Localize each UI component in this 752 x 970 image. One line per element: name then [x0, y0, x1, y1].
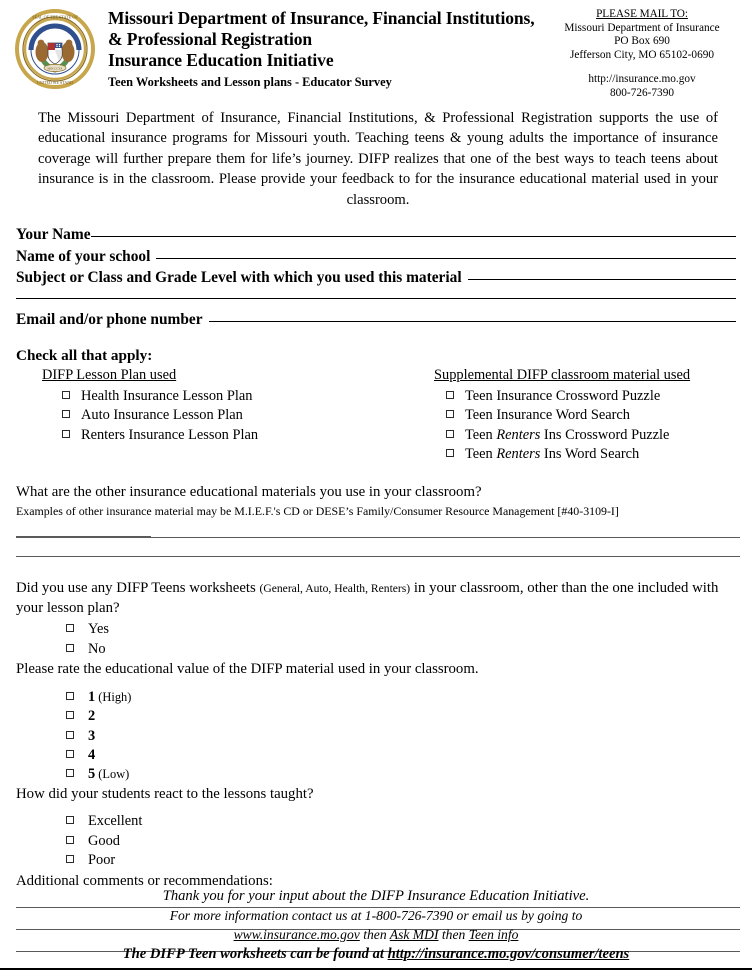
checkbox-icon[interactable] — [66, 836, 74, 844]
email-phone-label: Email and/or phone number — [16, 310, 203, 328]
checkbox-icon[interactable] — [62, 430, 70, 438]
option-label: Teen Insurance Crossword Puzzle — [465, 388, 661, 405]
footer-website-link[interactable]: www.insurance.mo.gov — [233, 927, 360, 942]
supplemental-column-title: Supplemental DIFP classroom material used — [434, 367, 691, 384]
subject-grade-field-row[interactable] — [16, 267, 736, 289]
other-materials-answer-line-2[interactable] — [16, 556, 740, 557]
option-label: Teen Insurance Word Search — [465, 407, 630, 424]
mail-address-line-3: Jefferson City, MO 65102-0690 — [569, 48, 715, 61]
mail-address-line-1: Missouri Department of Insurance — [564, 21, 720, 34]
mailing-address-block — [544, 6, 740, 101]
reaction-prompt: How did your students react to the lessons taught? — [16, 785, 314, 802]
footer-worksheets-location: The DIFP Teen worksheets can be found at http://insurance.mo.gov/consumer/teens — [122, 946, 630, 962]
agency-title-line-2: & Professional Registration — [108, 29, 313, 49]
option-label: Poor — [88, 852, 116, 869]
option-label: Excellent — [88, 813, 143, 830]
email-phone-input-rule[interactable] — [209, 321, 736, 322]
intro-paragraph: The Missouri Department of Insurance, Financial Institutions, & Professional Registration supports the use of educational insurance programs for Missouri youth. Teaching teens & young adults the importance of insurance coverage will further prepare them for life’s journey. DIFP realizes that one of the best ways to teach teens about insurance is in the classroom. Please provide your feedback to for the insurance educational material used in your classroom. — [38, 110, 718, 208]
subject-grade-label: Subject or Class and Grade Level with which you used this material — [16, 269, 462, 287]
document-footer — [0, 886, 752, 970]
school-name-input-rule[interactable] — [156, 258, 736, 259]
svg-text:UNITED WE STAND: UNITED WE STAND — [36, 80, 74, 85]
rating-question-block — [12, 660, 740, 785]
other-materials-answer-line-1[interactable] — [16, 537, 740, 538]
checkbox-icon[interactable] — [66, 816, 74, 824]
checkbox-icon[interactable] — [62, 410, 70, 418]
document-subtitle: Teen Worksheets and Lesson plans - Educator Survey — [108, 75, 392, 89]
checkbox-row-teen-insurance-word-search[interactable] — [434, 406, 740, 425]
agency-phone: 800-726-7390 — [609, 86, 674, 99]
email-phone-field-row[interactable] — [16, 309, 736, 331]
worksheets-question: Did you use any DIFP Teens worksheets (General, Auto, Health, Renters) in your classroom, other than the one included with your lesson plan? — [16, 580, 719, 616]
checkbox-icon[interactable] — [62, 391, 70, 399]
agency-title-line-1: Missouri Department of Insurance, Financial Institutions, — [108, 8, 535, 28]
option-label: 4 — [88, 747, 96, 764]
svg-text:MDCCCXX: MDCCCXX — [47, 66, 63, 71]
worksheets-answer-options — [16, 620, 740, 659]
checkbox-icon[interactable] — [446, 449, 454, 457]
checkbox-row-poor[interactable] — [66, 851, 740, 870]
subject-grade-overflow-rule[interactable] — [16, 298, 736, 299]
checkbox-row-teen-renters-word-search[interactable] — [434, 445, 740, 464]
footer-ask-mdi-link[interactable]: Ask MDI — [389, 927, 439, 942]
option-label: No — [88, 640, 106, 657]
option-label: Teen Renters Ins Crossword Puzzle — [465, 426, 670, 443]
checkbox-row-auto-lesson-plan[interactable] — [42, 406, 432, 425]
document-title-block — [96, 6, 544, 91]
footer-contact-info: For more information contact us at 1-800-726-7390 or email us by going to — [169, 908, 583, 923]
checkbox-icon[interactable] — [66, 624, 74, 632]
checkbox-icon[interactable] — [66, 769, 74, 777]
checkbox-row-no[interactable] — [66, 640, 740, 659]
checkbox-icon[interactable] — [66, 750, 74, 758]
program-title: Insurance Education Initiative — [108, 50, 334, 70]
other-materials-question-block — [12, 483, 740, 558]
respondent-fields — [12, 224, 740, 330]
checkbox-row-rating-1[interactable] — [66, 688, 740, 707]
option-label: 5 (Low) — [88, 766, 130, 783]
worksheets-question-block — [12, 579, 740, 659]
footer-navigation-path: www.insurance.mo.gov then Ask MDI then Teen info — [233, 927, 519, 942]
footer-thank-you: Thank you for your input about the DIFP Insurance Education Initiative. — [162, 888, 590, 904]
worksheets-parenthetical: (General, Auto, Health, Renters) — [259, 582, 411, 596]
supplemental-options — [434, 387, 740, 465]
lesson-plan-column — [12, 366, 432, 465]
option-label: Auto Insurance Lesson Plan — [81, 407, 243, 424]
checkbox-row-health-lesson-plan[interactable] — [42, 387, 432, 406]
option-label: 1 (High) — [88, 688, 132, 705]
check-all-heading: Check all that apply: — [16, 347, 153, 365]
document-header — [12, 0, 740, 99]
comments-prompt: Additional comments or recommendations: — [16, 872, 273, 889]
agency-website: http://insurance.mo.gov — [588, 73, 696, 86]
your-name-input-rule[interactable] — [91, 236, 736, 237]
checkbox-icon[interactable] — [446, 410, 454, 418]
subject-grade-input-rule[interactable] — [468, 279, 736, 280]
option-label: Teen Renters Ins Word Search — [465, 446, 640, 463]
option-label: 2 — [88, 708, 96, 725]
mail-address-line-2: PO Box 690 — [614, 35, 670, 48]
checkbox-row-teen-insurance-crossword[interactable] — [434, 387, 740, 406]
checkbox-row-rating-2[interactable] — [66, 707, 740, 726]
checkbox-row-rating-5[interactable] — [66, 765, 740, 784]
school-name-field-row[interactable] — [16, 246, 736, 268]
other-materials-question: What are the other insurance educational materials you use in your classroom? — [16, 483, 482, 500]
svg-text:SEAL OF THE STATE OF: SEAL OF THE STATE OF — [32, 14, 78, 20]
checkbox-icon[interactable] — [66, 711, 74, 719]
your-name-label: Your Name — [16, 226, 91, 244]
checkbox-icon[interactable] — [66, 731, 74, 739]
checkbox-icon[interactable] — [446, 391, 454, 399]
footer-teen-info-link[interactable]: Teen info — [468, 927, 519, 942]
checkbox-row-good[interactable] — [66, 832, 740, 851]
checkbox-icon[interactable] — [66, 644, 74, 652]
checkbox-icon[interactable] — [66, 692, 74, 700]
rating-options — [16, 688, 740, 785]
checkbox-icon[interactable] — [446, 430, 454, 438]
check-all-columns — [12, 366, 740, 465]
option-label: Yes — [88, 621, 109, 638]
footer-teens-url-link[interactable]: http://insurance.mo.gov/consumer/teens — [387, 946, 630, 962]
checkbox-row-yes[interactable] — [66, 620, 740, 639]
option-label: Health Insurance Lesson Plan — [81, 388, 253, 405]
checkbox-row-rating-4[interactable] — [66, 746, 740, 765]
checkbox-row-teen-renters-crossword[interactable] — [434, 426, 740, 445]
supplemental-material-column — [432, 366, 740, 465]
option-label: Renters Insurance Lesson Plan — [81, 426, 259, 443]
checkbox-row-rating-3[interactable] — [66, 727, 740, 746]
lesson-plan-options — [42, 387, 432, 445]
checkbox-icon[interactable] — [66, 855, 74, 863]
lesson-plan-column-title: DIFP Lesson Plan used — [42, 367, 177, 384]
option-label: 3 — [88, 727, 96, 744]
option-label: Good — [88, 832, 120, 849]
checkbox-row-excellent[interactable] — [66, 812, 740, 831]
fields-spacer — [16, 301, 736, 309]
missouri-state-seal-icon — [14, 8, 96, 90]
school-name-label: Name of your school — [16, 247, 151, 265]
reaction-options — [16, 812, 740, 870]
checkbox-row-renters-lesson-plan[interactable] — [42, 426, 432, 445]
address-spacer — [544, 62, 740, 73]
your-name-field-row[interactable] — [16, 224, 736, 246]
rating-prompt: Please rate the educational value of the DIFP material used in your classroom. — [16, 661, 479, 678]
reaction-question-block — [12, 785, 740, 871]
other-materials-examples: Examples of other insurance material may be M.I.E.F.'s CD or DESE’s Family/Consumer Resource Management [#40-3109-I] — [16, 504, 619, 519]
mail-to-heading: PLEASE MAIL TO: — [596, 8, 688, 20]
